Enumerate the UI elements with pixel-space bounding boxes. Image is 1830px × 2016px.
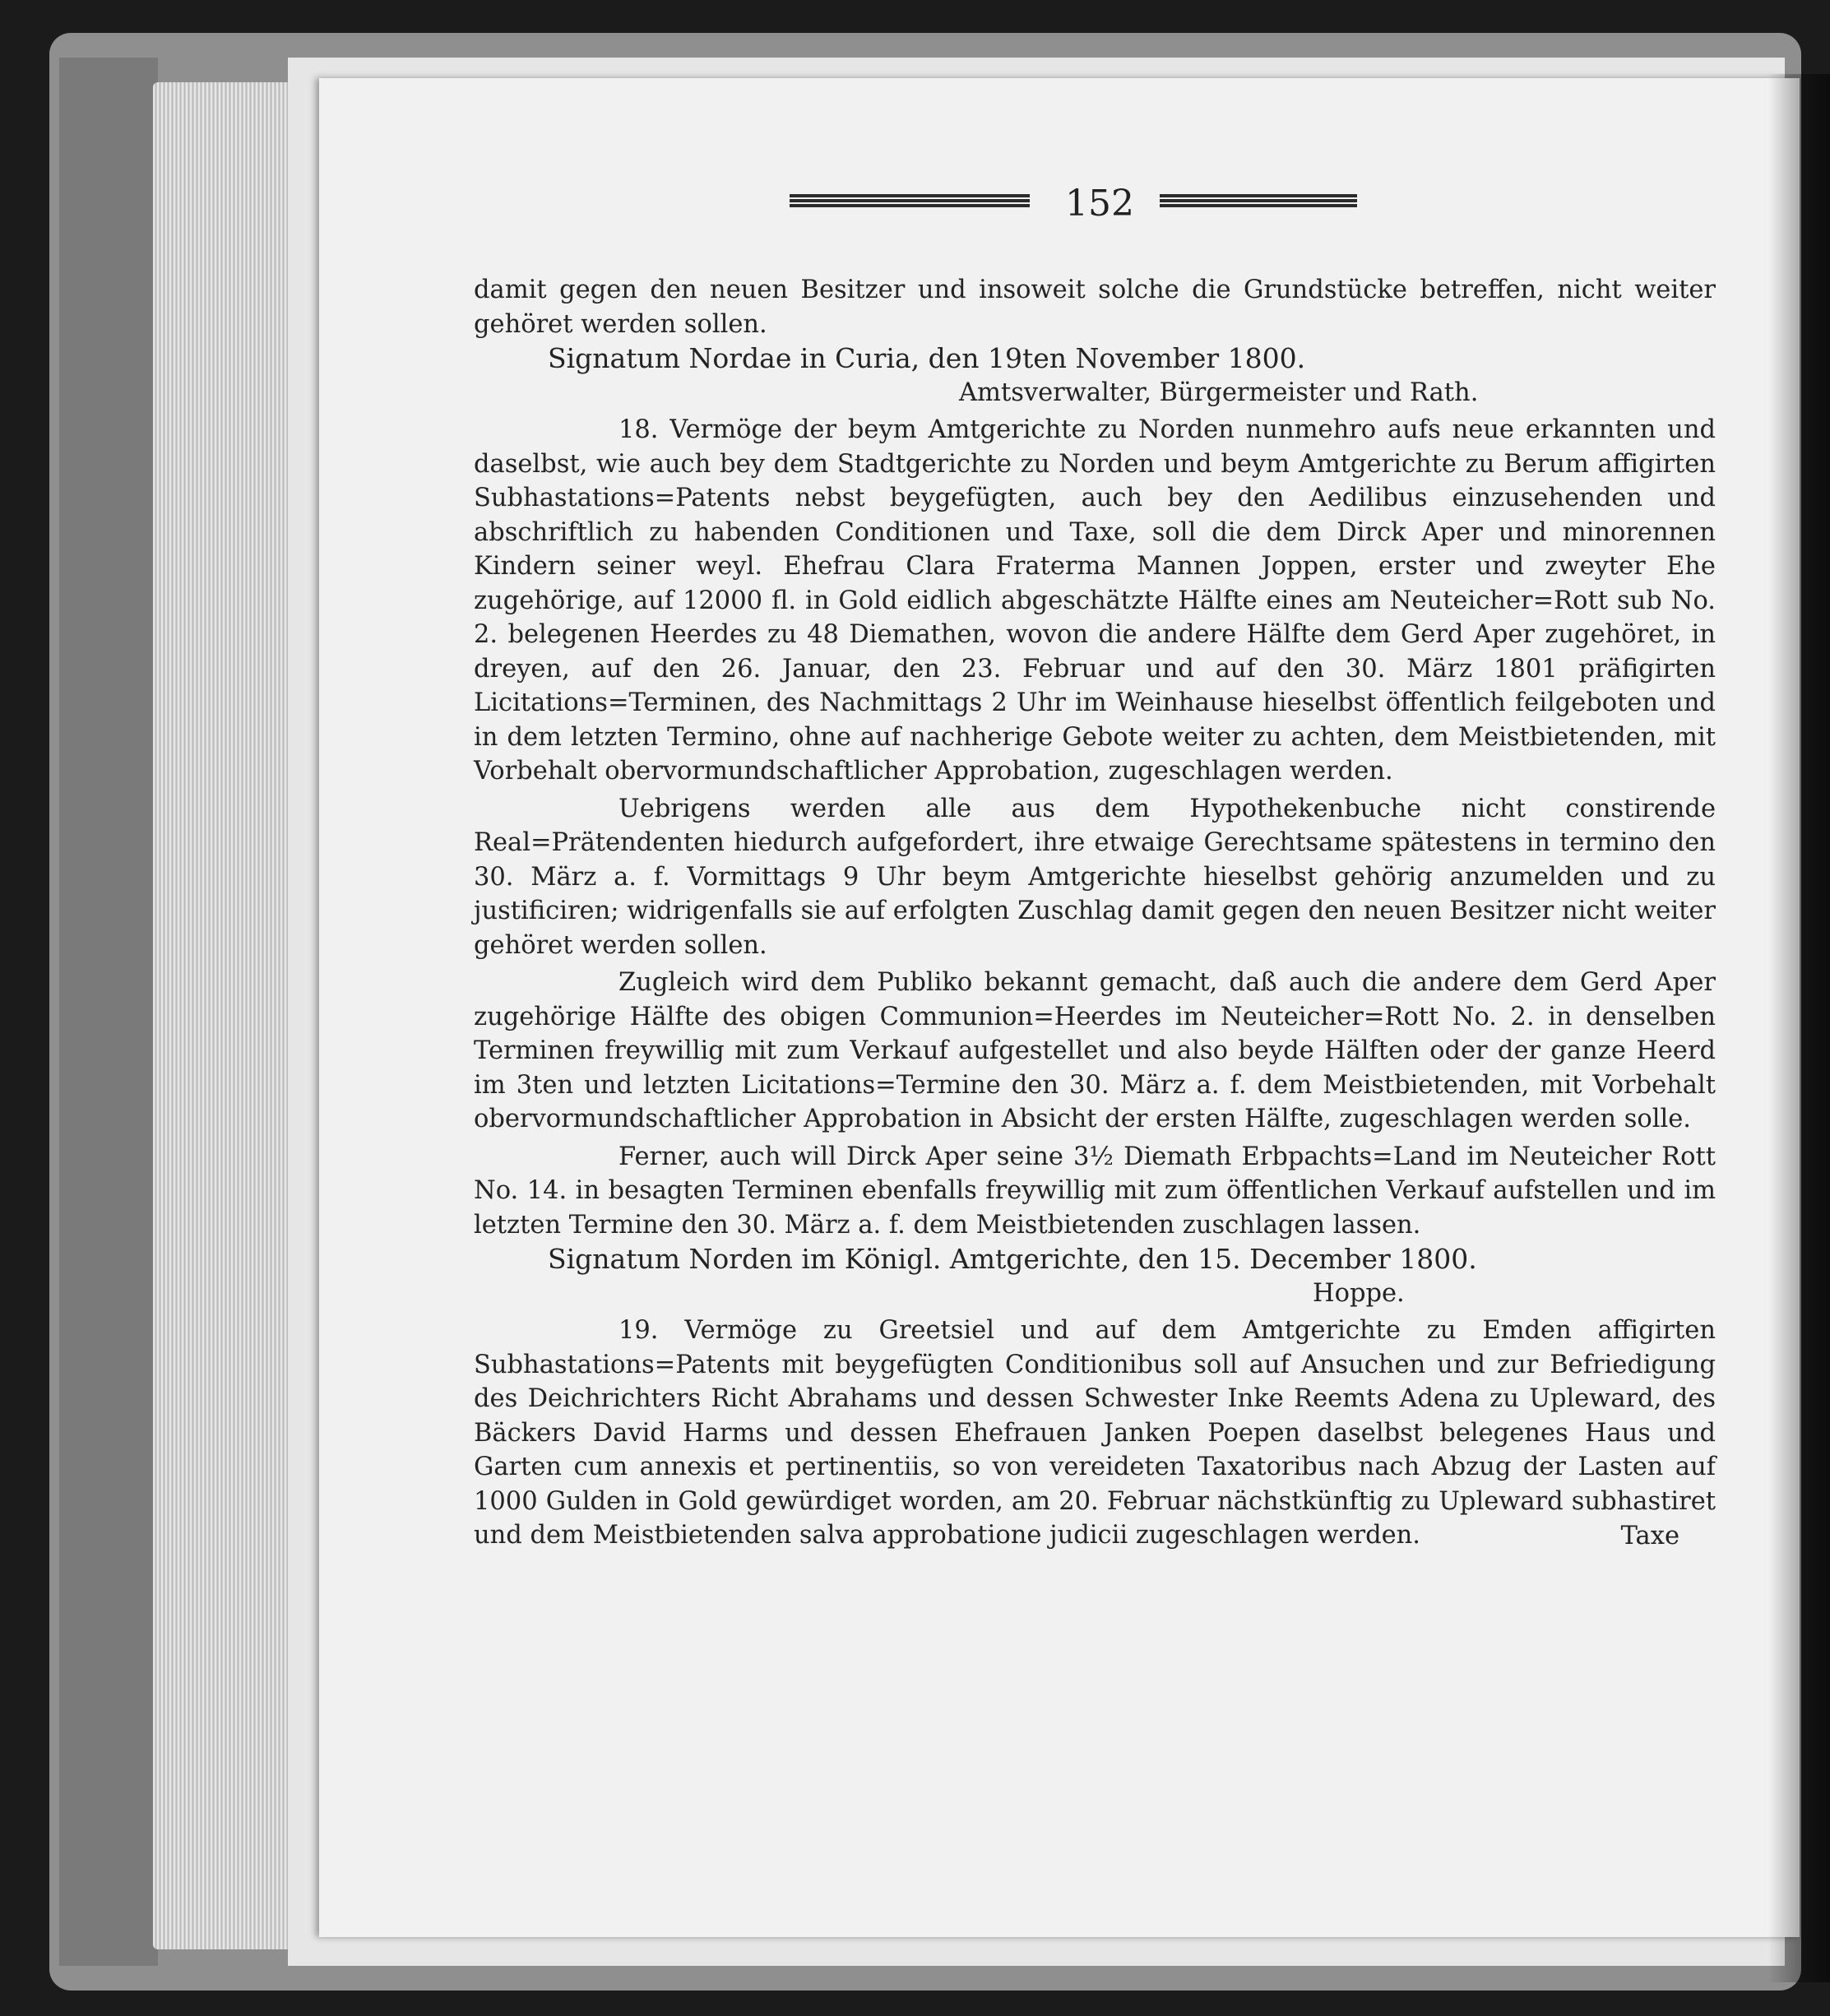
signature-authority: Amtsverwalter, Bürgermeister und Rath. bbox=[959, 378, 1479, 407]
page-body bbox=[474, 273, 1716, 1553]
continued-paragraph: damit gegen den neuen Besitzer und insoweit solche die Grundstücke betreffen, nicht weiter gehöret werden sollen. bbox=[474, 276, 1716, 339]
page-header bbox=[790, 183, 1398, 224]
signature-place-date: Signatum Nordae in Curia, den 19ten November 1800. bbox=[548, 342, 1306, 374]
signature-name: Hoppe. bbox=[1313, 1278, 1405, 1308]
header-rule-right bbox=[1160, 194, 1357, 209]
catchword: Taxe bbox=[1620, 1521, 1679, 1550]
notice-18-other-half: Zugleich wird dem Publiko bekannt gemacht, daß auch die andere dem Gerd Aper zugehörige Hälfte des obigen Communion=Heerdes im Neuteicher=Rott No. 2. in denselben Terminen freywillig mit zum Verkauf aufgestellet und also beyde Hälften oder der ganze Heerd im 3ten und letzten Licitations=Termine den 30. März a. f. dem Meistbietenden, mit Vorbehalt obervormundschaftlicher Approbation in Absicht der ersten Hälfte, zugeschlagen werden solle. bbox=[474, 968, 1716, 1133]
gutter-shadow bbox=[1768, 74, 1830, 1982]
notice-18-creditors: Uebrigens werden alle aus dem Hypothekenbuche nicht constirende Real=Prätendenten hiedurch aufgefordert, ihre etwaige Gerechtsame spätestens in termino den 30. März a. f. Vormittags 9 Uhr beym Amtgerichte hieselbst gehörig anzumelden und zu justificiren; widrigenfalls sie auf erfolgten Zuschlag damit gegen den neuen Besitzer nicht weiter gehöret werden sollen. bbox=[474, 794, 1716, 960]
page-number: 152 bbox=[1065, 183, 1134, 225]
header-rule-left bbox=[790, 194, 1030, 209]
notice-18-erbpacht: Ferner, auch will Dirck Aper seine 3½ Diemath Erbpachts=Land im Neuteicher Rott No. 14. in besagten Terminen ebenfalls freywillig mit zum öffentlichen Verkauf aufstellen und im letzten Termine den 30. März a. f. dem Meistbietenden zuschlagen lassen. bbox=[474, 1142, 1716, 1240]
notice-19: 19. Vermöge zu Greetsiel und auf dem Amtgerichte zu Emden affigirten Subhastations=Patents mit beygefügten Conditionibus soll auf Ansuchen und zur Befriedigung des Deichrichters Richt Abrahams und dessen Schwester Inke Reemts Adena zu Upleward, des Bäckers David Harms und dessen Ehefrauen Janken Poepen daselbst belegenes Haus und Garten cum annexis et pertinentiis, so von vereideten Taxatoribus nach Abzug der Lasten auf 1000 Gulden in Gold gewürdiget worden, am 20. Februar nächstkünftig zu Upleward subhastiret und dem Meistbietenden salva approbatione judicii zugeschlagen werden. bbox=[474, 1316, 1716, 1550]
signature-place-date: Signatum Norden im Königl. Amtgerichte, den 15. December 1800. bbox=[548, 1243, 1477, 1275]
notice-18: 18. Vermöge der beym Amtgerichte zu Norden nunmehro aufs neue erkannten und daselbst, wie auch bey dem Stadtgerichte zu Norden und beym Amtgerichte zu Berum affigirten Subhastations=Patents nebst beygefügten, auch bey den Aedilibus einzusehenden und abschriftlich zu habenden Conditionen und Taxe, soll die dem Dirck Aper und minorennen Kindern seiner weyl. Ehefrau Clara Fraterma Mannen Joppen, erster und zweyter Ehe zugehörige, auf 12000 fl. in Gold eidlich abgeschätzte Hälfte eines am Neuteicher=Rott sub No. 2. belegenen Heerdes zu 48 Diemathen, wovon die andere Hälfte dem Gerd Aper zugehöret, in dreyen, auf den 26. Januar, den 23. Februar und auf den 30. März 1801 präfigirten Licitations=Terminen, des Nachmittags 2 Uhr im Weinhause hieselbst öffentlich feilgeboten und in dem letzten Termino, ohne auf nachherige Gebote weiter zu achten, dem Meistbietenden, mit Vorbehalt obervormundschaftlicher Approbation, zugeschlagen werden. bbox=[474, 415, 1716, 786]
worn-cover-edge bbox=[59, 58, 158, 1966]
page-edges bbox=[153, 82, 301, 1949]
